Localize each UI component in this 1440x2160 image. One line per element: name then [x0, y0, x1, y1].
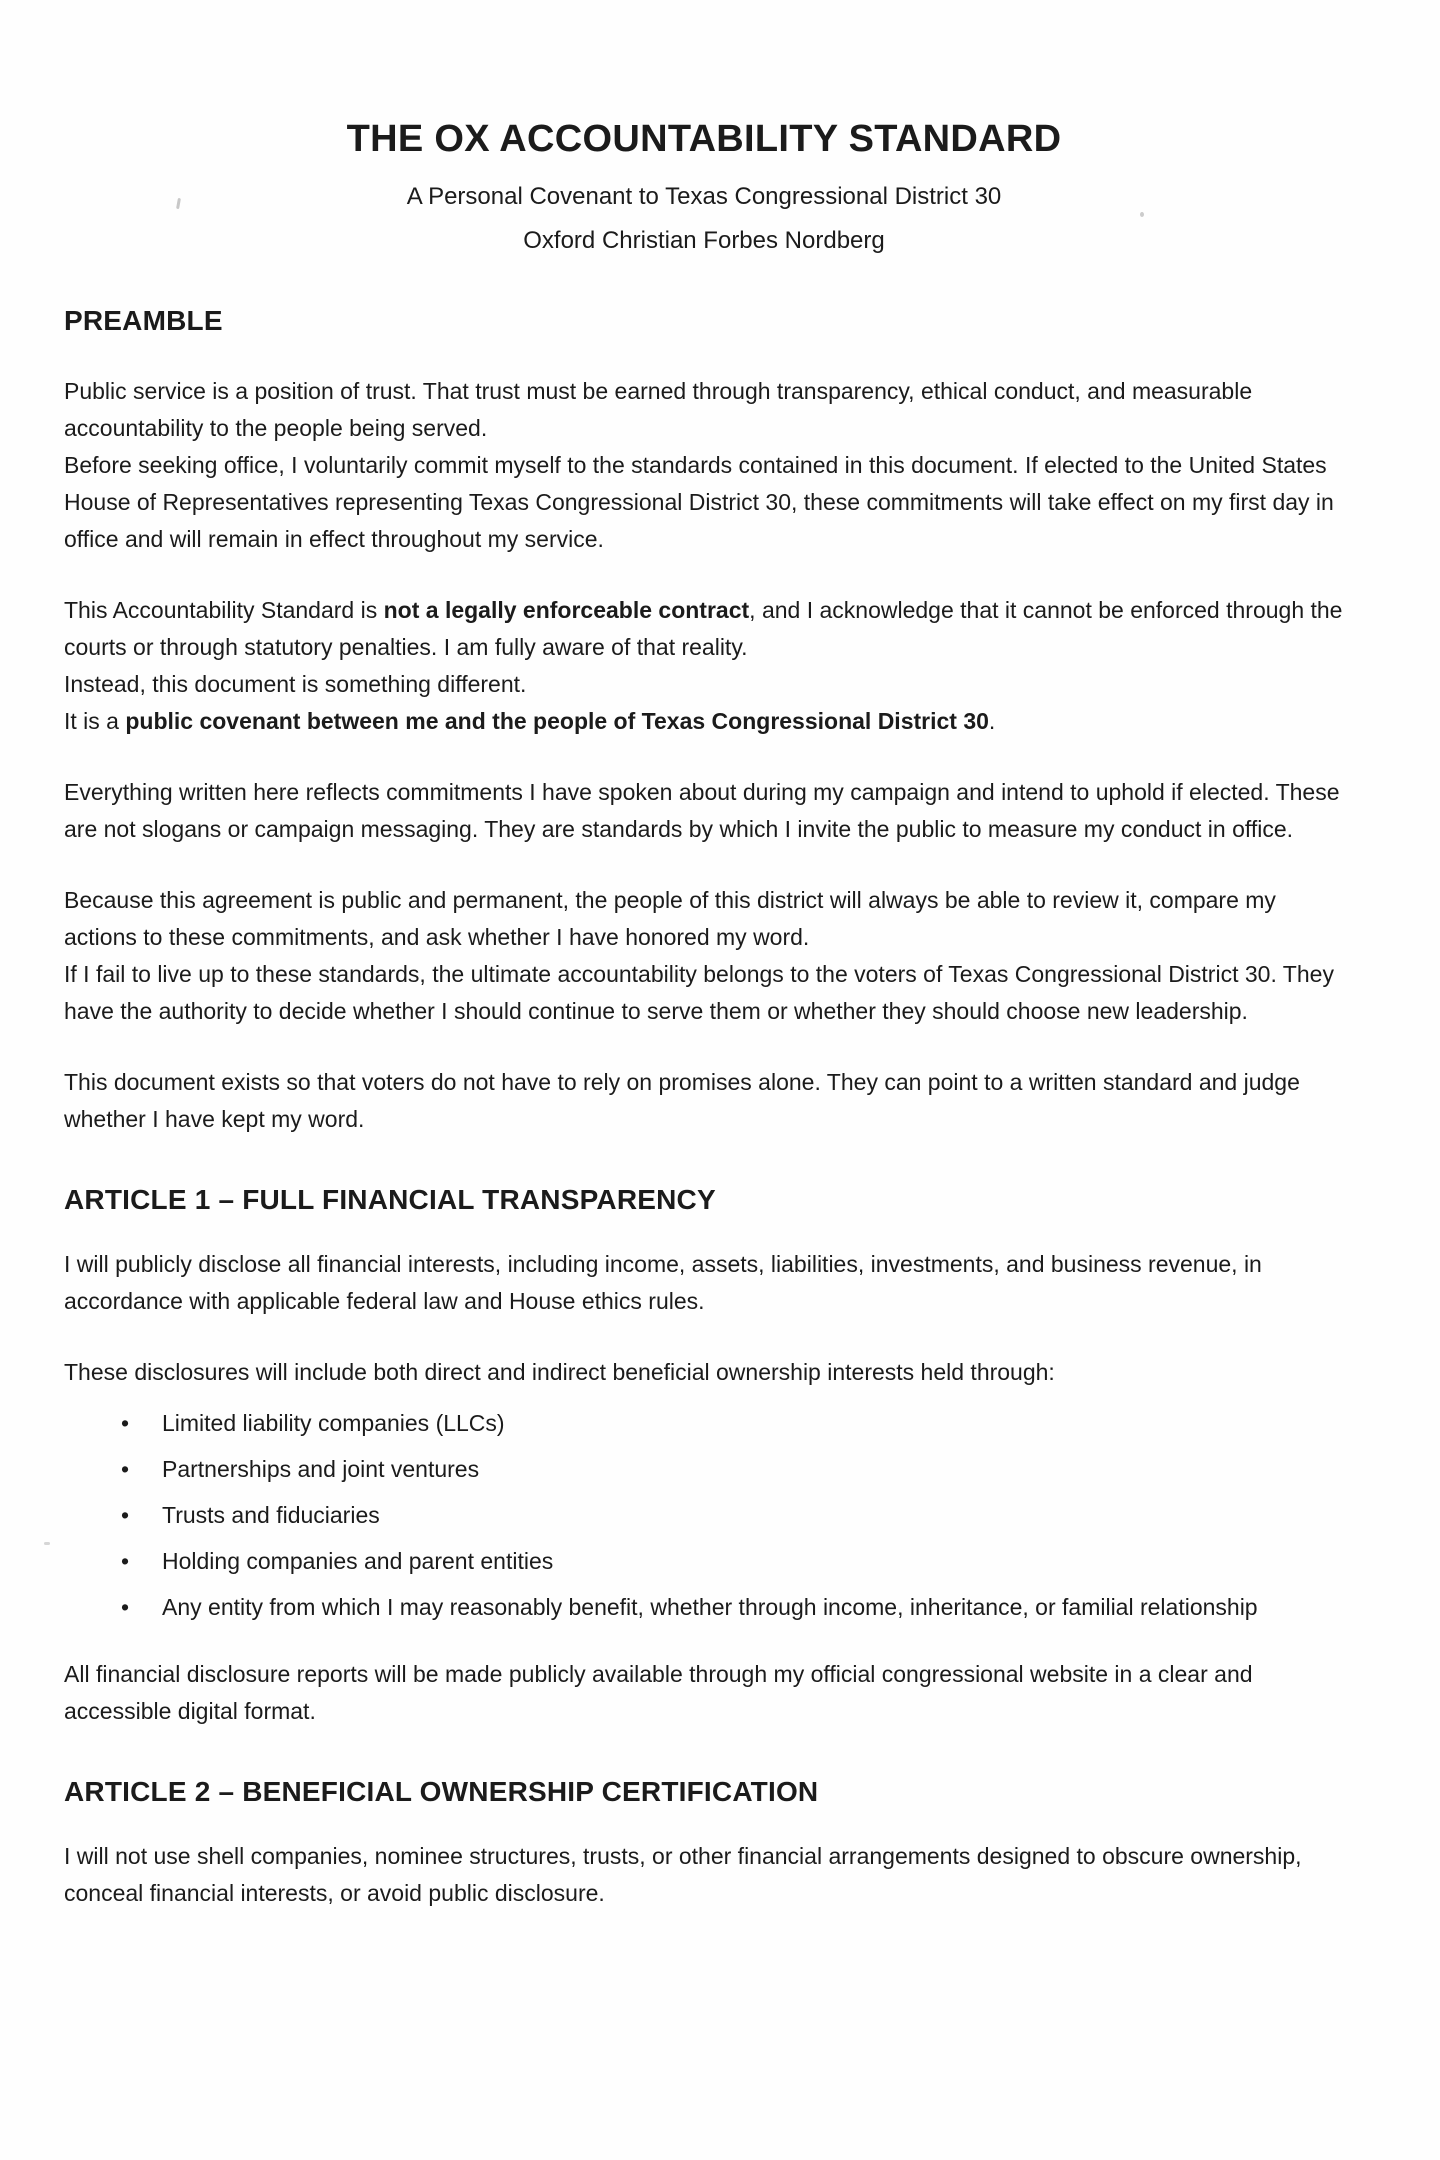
paragraph: These disclosures will include both direct and indirect beneficial ownership interests held through:	[64, 1359, 1055, 1385]
paragraph: I will publicly disclose all financial interests, including income, assets, liabilities, investments, and business revenue, in accordance with applicable federal law and House ethics rules.	[64, 1251, 1262, 1314]
paragraph-group	[64, 1838, 1344, 1912]
paragraph-group	[64, 592, 1344, 740]
document-header	[64, 118, 1344, 255]
paragraph: This document exists so that voters do not have to rely on promises alone. They can point to a written standard and judge whether I have kept my word.	[64, 1069, 1300, 1132]
list-item: • Partnerships and joint ventures	[64, 1451, 1344, 1488]
paragraph	[64, 703, 1344, 740]
paragraph-group	[64, 882, 1344, 1030]
document-title: THE OX ACCOUNTABILITY STANDARD	[346, 118, 1062, 160]
paragraph-group	[64, 1354, 1344, 1391]
paragraph-group	[64, 1246, 1344, 1320]
list-item: • Any entity from which I may reasonably benefit, whether through income, inheritance, or familial relationship	[64, 1589, 1344, 1626]
paragraph: Public service is a position of trust. That trust must be earned through transparency, ethical conduct, and measurable accountability to the people being served.	[64, 378, 1253, 441]
document-author: Oxford Christian Forbes Nordberg	[523, 227, 885, 254]
text-run: .	[988, 708, 996, 734]
article-2-heading: ARTICLE 2 – BENEFICIAL OWNERSHIP CERTIFICATION	[64, 1776, 819, 1807]
paragraph: I will not use shell companies, nominee structures, trusts, or other financial arrangements designed to obscure ownership, conceal financial interests, or avoid public disclosure.	[64, 1843, 1302, 1906]
text-run: This Accountability Standard is	[64, 597, 384, 623]
scan-artifact	[44, 1542, 50, 1545]
disclosure-entity-list	[64, 1405, 1344, 1626]
paragraph: All financial disclosure reports will be made publicly available through my official congressional website in a clear and accessible digital format.	[64, 1661, 1253, 1724]
paragraph: Because this agreement is public and permanent, the people of this district will always be able to review it, compare my actions to these commitments, and ask whether I have honored my word.	[64, 887, 1276, 950]
document-subtitle: A Personal Covenant to Texas Congressional District 30	[406, 183, 1002, 210]
paragraph-group	[64, 373, 1344, 558]
text-run: It is a	[64, 708, 126, 734]
paragraph-group	[64, 1656, 1344, 1730]
list-item: • Trusts and fiduciaries	[64, 1497, 1344, 1534]
text-run: , and I acknowledge that it cannot be enforced through the courts or through statutory penalties. I am fully aware of that reality.	[64, 597, 1343, 660]
paragraph: Instead, this document is something different.	[64, 671, 527, 697]
paragraph: If I fail to live up to these standards, the ultimate accountability belongs to the voters of Texas Congressional District 30. They have the authority to decide whether I should continue to serve them or whether they should choose new leadership.	[64, 961, 1334, 1024]
text-run-bold: not a legally enforceable contract	[383, 597, 750, 623]
section-article-2	[64, 1776, 1344, 1912]
paragraph	[64, 592, 1344, 666]
paragraph-group	[64, 1064, 1344, 1138]
section-article-1	[64, 1184, 1344, 1730]
paragraph-group	[64, 774, 1344, 848]
list-item: • Limited liability companies (LLCs)	[64, 1405, 1344, 1442]
paragraph: Everything written here reflects commitments I have spoken about during my campaign and intend to uphold if elected. These are not slogans or campaign messaging. They are standards by which I invite the public to measure my conduct in office.	[64, 779, 1340, 842]
text-run-bold: public covenant between me and the people of Texas Congressional District 30	[125, 708, 989, 734]
list-item: • Holding companies and parent entities	[64, 1543, 1344, 1580]
scan-artifact	[1140, 212, 1144, 217]
article-1-heading: ARTICLE 1 – FULL FINANCIAL TRANSPARENCY	[64, 1184, 716, 1215]
preamble-heading: PREAMBLE	[64, 305, 223, 336]
section-preamble	[64, 305, 1344, 1138]
paragraph: Before seeking office, I voluntarily commit myself to the standards contained in this document. If elected to the United States House of Representatives representing Texas Congressional District 30, these commitments will take effect on my first day in office and will remain in effect throughout my service.	[64, 452, 1334, 552]
